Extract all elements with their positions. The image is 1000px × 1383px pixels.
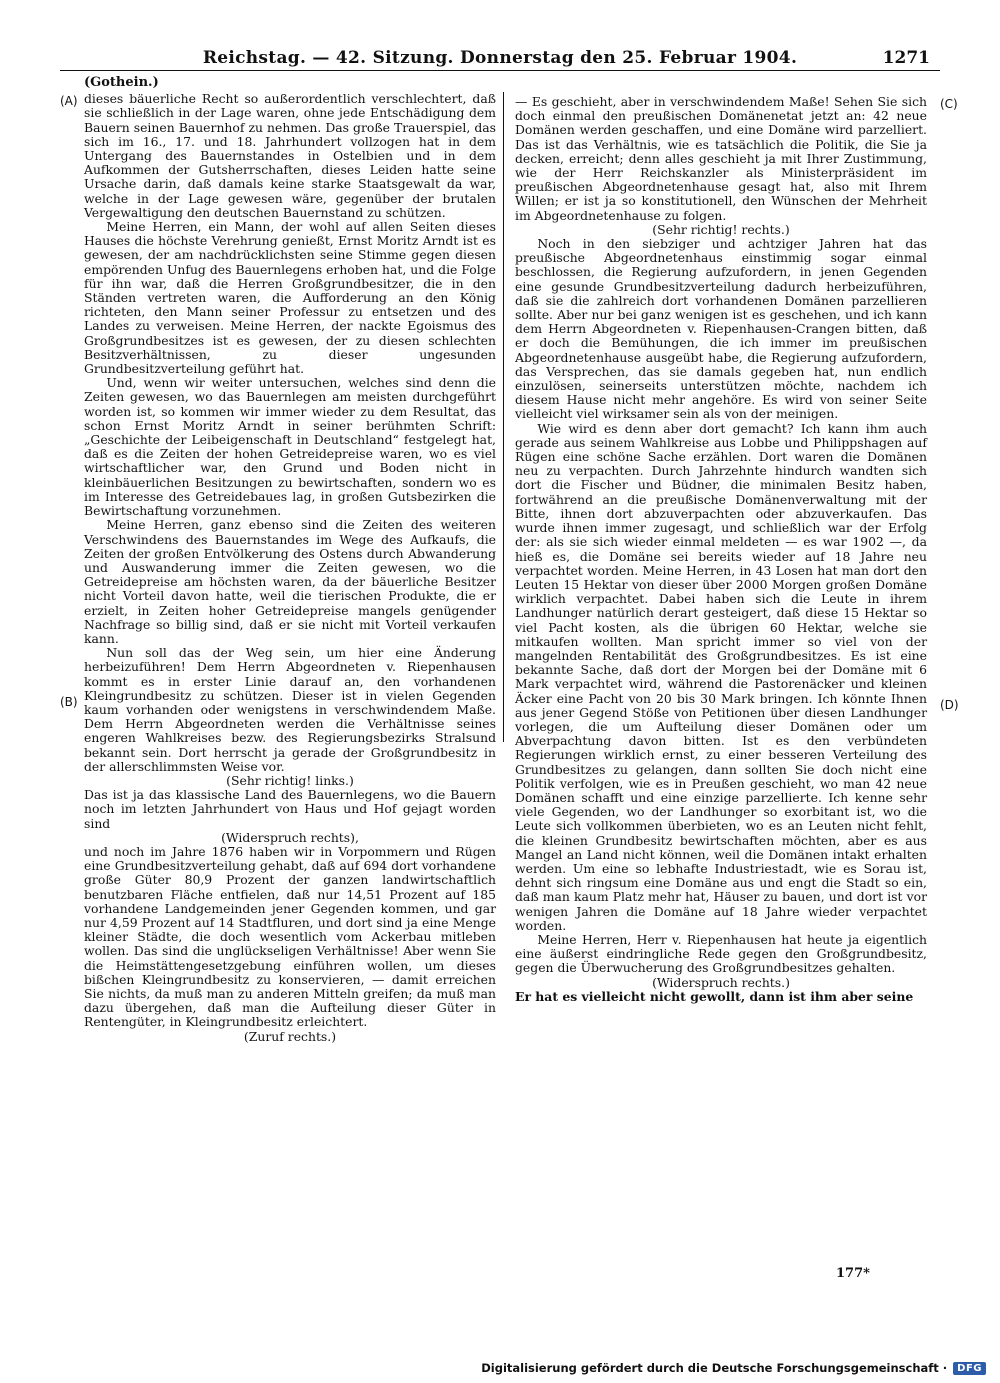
paragraph: dieses bäuerliche Recht so außerordentlich verschlechtert, daß sie schließlich in der Lage waren, ohne jede Entschädigung dem Bauern seinen Bauernhof zu nehmen. Das große Trauerspiel, das sich im 16., 17. und 18. Jahrhundert vollzogen hat in dem Untergang des Bauernstandes in Ostelbien und in dem Aufkommen der Gutsherrschaften, dieses Leiden hatte seine Ursache darin, daß damals keine starke Staatsgewalt da war, welche in der Lage gewesen wäre, gegenüber der brutalen Vergewaltigung den deutschen Bauernstand zu schützen.: [84, 91, 496, 220]
paragraph: Das ist ja das klassische Land des Bauernlegens, wo die Bauern noch im letzten Jahrhundert von Haus und Hof gejagt worden sind: [84, 787, 496, 831]
interjection: (Sehr richtig! rechts.): [652, 221, 790, 237]
interjection: (Widerspruch rechts),: [221, 829, 359, 845]
paragraph: — Es geschieht, aber in verschwindendem Maße! Sehen Sie sich doch einmal den preußischen Domänenetat jetzt an: 42 neue Domänen werden geschaffen, und eine Domäne wird parzelliert. Das ist das Verhältnis, wie es tatsächlich die Politik, die Sie ja decken, erreicht; denn alles geschieht ja mit Ihrer Zustimmung, wie der Herr Reichskanzler als Ministerpräsident im preußischen Abgeordnetenhause gesagt hat, also mit Ihrem Willen; er ist ja so konstitutionell, den Wünschen der Mehrheit im Abgeordnetenhause zu folgen.: [515, 94, 927, 223]
paragraph: Nun soll das der Weg sein, um hier eine Änderung herbeizuführen! Dem Herrn Abgeordneten v. Riepenhausen kommt es in erster Linie darauf an, den vorhandenen Kleingrundbesitz zu schützen. Dieser ist in vielen Gegenden kaum vorhanden oder wenigstens in verschwindendem Maße. Dem Herrn Abgeordneten werden die Verhältnisse seines engeren Wahlkreises bezw. des Regierungsbezirks Stralsund bekannt sein. Dort herrscht ja gerade der Großgrundbesitz in der allerschlimmsten Weise vor.: [84, 645, 496, 774]
digitization-credit: [481, 1361, 986, 1375]
paragraph: Meine Herren, ein Mann, der wohl auf allen Seiten dieses Hauses die höchste Verehrung genießt, Ernst Moritz Arndt ist es gewesen, der am nachdrücklichsten seine Stimme gegen diesen empörenden Unfug des Bauernlegens erhoben hat, und die Folge für ihn war, daß die Herren Großgrundbesitzer, die in den Ständen vertreten waren, die Aufforderung an den König richteten, den Mann seiner Professur zu entsetzen und des Landes zu verweisen. Meine Herren, der nackte Egoismus des Großgrundbesitzes ist es gewesen, der zu diesen schlechten Besitzverhältnissen, zu dieser ungesunden Grundbesitzverteilung geführt hat.: [84, 219, 496, 377]
speaker-label: (Gothein.): [84, 75, 159, 90]
margin-mark-d: (D): [940, 698, 959, 712]
interjection: (Zuruf rechts.): [243, 1028, 337, 1044]
page-number: 1271: [882, 48, 930, 68]
paragraph: Meine Herren, ganz ebenso sind die Zeiten des weiteren Verschwindens des Bauernstandes im Wege des Aufkaufs, die Zeiten der großen Entvölkerung des Ostens durch Abwanderung und Auswanderung immer die Zeiten gewesen, wo die Getreidepreise am höchsten waren, da der bäuerliche Besitzer nicht Vorteil davon hatte, weil die tierischen Produkte, die er erzielt, in Zeiten hoher Getreidepreise mangels genügender Nachfrage so billig sind, daß er sie nicht mit Vorteil verkaufen kann.: [84, 517, 496, 646]
credit-text: Digitalisierung gefördert durch die Deutsche Forschungsgemeinschaft ·: [481, 1361, 948, 1375]
header-title: Reichstag. — 42. Sitzung. Donnerstag den 25. Februar 1904.: [202, 48, 798, 68]
paragraph: Und, wenn wir weiter untersuchen, welches sind denn die Zeiten gewesen, wo das Bauernlegen am meisten durchgeführt worden ist, so kommen wir immer wieder zu dem Resultat, das schon Ernst Moritz Arndt in seiner berühmten Schrift: „Geschichte der Leibeigenschaft in Deutschland“ festgelegt hat, daß es die Zeiten der hohen Getreidepreise waren, wo es viel wirtschaftlicher war, den Grund und Boden nicht in kleinbäuerlichen Besitzungen zu bewirtschaften, sondern wo es im Interesse des Getreidebaues lag, in großen Gutsbezirken die Bewirtschaftung vorzunehmen.: [84, 375, 496, 519]
dfg-logo-icon: DFG: [953, 1362, 986, 1375]
paragraph: Meine Herren, Herr v. Riepenhausen hat heute ja eigentlich eine äußerst eindringliche Rede gegen den Großgrundbesitz, gegen die Überwucherung des Großgrundbesitzes gehalten.: [515, 931, 927, 976]
page-header: [60, 46, 940, 71]
column-divider: [503, 92, 504, 742]
paragraph: Wie wird es denn aber dort gemacht? Ich kann ihm auch gerade aus seinem Wahlkreise aus Lobbe und Philippshagen auf Rügen eine schöne Sache erzählen. Dort waren die Domänen neu zu verpachten. Durch Jahrzehnte hindurch wandten sich dort die Fischer und Büdner, die minimalen Besitz haben, fortwährend an die preußische Domänenverwaltung mit der Bitte, ihnen dort abzuverpachten oder abzuverkaufen. Das wurde ihnen immer zugesagt, und schließlich war der Erfolg der: als sie sich wieder einmal meldeten — es war 1902 —, da hieß es, die Domäne sei bereits wieder auf 18 Jahre neu verpachtet worden. Meine Herren, in 43 Losen hat man dort den Leuten 15 Hektar von dieser über 2000 Morgen großen Domäne wirklich verpachtet. Dabei haben sich die Leute in ihrem Landhunger natürlich derart gesteigert, daß diese 15 Hektar so viel Pacht kosten, als die übrigen 60 Hektar, welche sie mitkaufen wollten. Man spricht immer so viel von der mangelnden Rentabilität des Großgrundbesitzes. Es ist eine bekannte Sache, daß dort der Morgen bei der Domäne mit 6 Mark verpachtet wird, während die Pastorenäcker und kleinen Äcker eine Pacht von 20 bis 30 Mark bringen. Ich könnte Ihnen aus jener Gegend Stöße von Petitionen über diesen Landhunger vorlegen, die um Aufteilung dieser Domänen oder um Abverpachtung davon bitten. Ist es den verbündeten Regierungen wirklich ernst, zu einer besseren Verteilung des Grundbesitzes zu gelangen, dann sollten Sie doch nicht eine Politik verfolgen, wie es in Preußen geschieht, wo man 42 neue Domänen schafft und eine einzige parzellierte. Ich kenne sehr viele Gegenden, wo der Landhunger so exorbitant ist, wo die Leute sich vollkommen überbieten, wo es an Leuten nicht fehlt, die kleinen Grundbesitz bewirtschaften möchten, aber es aus Mangel an Land nicht können, weil die Domänen intakt erhalten werden. Um eine so lebhafte Industriestadt, wie es Sorau ist, dehnt sich ringsum eine Domäne aus und engt die Stadt so ein, daß man kaum Platz mehr hat, Häuser zu bauen, und dort ist vor wenigen Jahren die Domäne auf 18 Jahre wieder verpachtet worden.: [515, 420, 927, 933]
interjection: (Widerspruch rechts.): [652, 974, 790, 990]
margin-mark-c: (C): [940, 97, 958, 111]
paragraph: Er hat es vielleicht nicht gewollt, dann ist ihm aber seine: [515, 988, 914, 1004]
paragraph: Noch in den siebziger und achtziger Jahren hat das preußische Abgeordnetenhaus einstimmig sogar einmal beschlossen, die Regierung aufzufordern, in jenen Gegenden eine gesunde Grundbesitzverteilung dadurch herbeizuführen, daß sie die zahlreich dort vorhandenen Domänen parzellieren sollte. Aber nur bei ganz wenigen ist es geschehen, und ich kann dem Herrn Abgeordneten v. Riepenhausen-Crangen bitten, daß er doch die Bemühungen, die ich immer im preußischen Abgeordnetenhause ausgeübt habe, die Regierung aufzufordern, das Versprechen, das sie damals gegeben hat, nun endlich einzulösen, seinerseits unterstützen möchte, nachdem ich diesem Hause nicht mehr angehöre. Es wird von seiner Seite vielleicht viel wirksamer sein als von der meinigen.: [515, 236, 927, 422]
paragraph: und noch im Jahre 1876 haben wir in Vorpommern und Rügen eine Grundbesitzverteilung gehabt, daß auf 694 dort vorhandene große Güter 80,9 Prozent der ganzen landwirtschaftlich benutzbaren Fläche entfielen, daß nur 14,51 Prozent auf 185 vorhandene Landgemeinden jener Gegenden kommen, und gar nur 4,59 Prozent auf 14 Stadtfluren, und dort sind ja eine Menge kleiner Städte, die doch wesentlich vom Ackerbau mitleben wollen. Das sind die unglückseligen Verhältnisse! Aber wenn Sie die Heimstättengesetzgebung einführen wollen, um dieses bißchen Kleingrundbesitz zu konservieren, — damit erreichen Sie nichts, da muß man zu anderen Mitteln greifen; da muß man dazu übergehen, daß man die Aufteilung dieser Güter in Rentengüter, in Kleingrundbesitz erleichtert.: [84, 843, 496, 1030]
interjection: (Sehr richtig! links.): [226, 772, 354, 788]
margin-mark-a: (A): [60, 94, 78, 108]
margin-mark-b: (B): [60, 695, 78, 709]
left-column: [84, 76, 496, 1044]
right-column: [515, 95, 927, 1004]
sheet-signature: 177*: [836, 1266, 870, 1281]
